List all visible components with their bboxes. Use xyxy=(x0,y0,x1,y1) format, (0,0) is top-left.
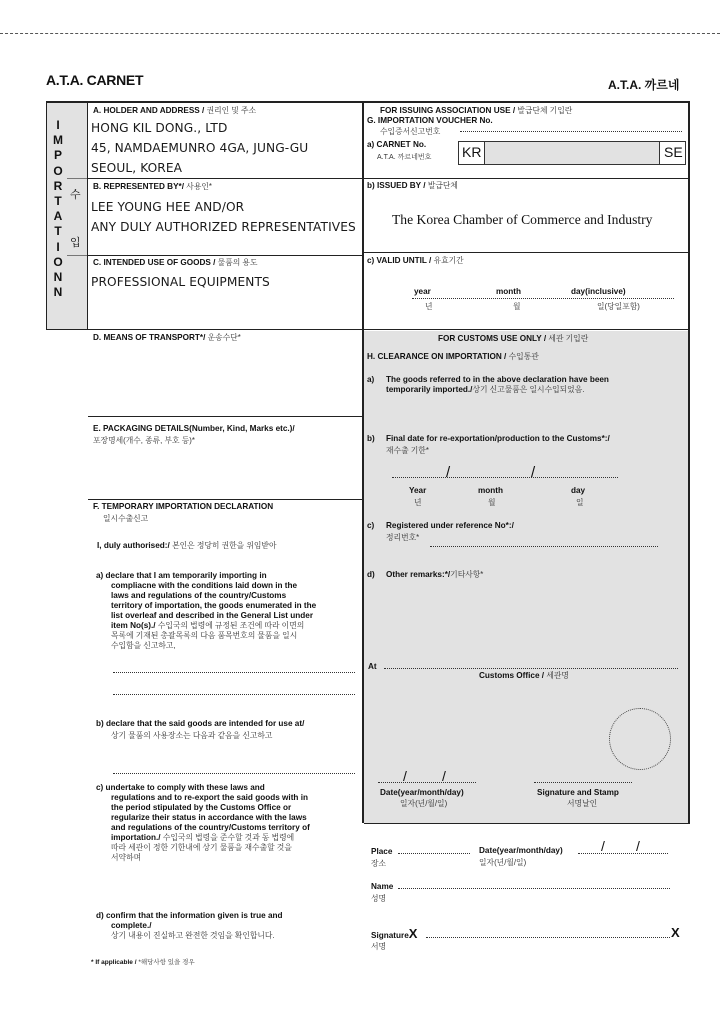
valid-year-kr: 년 xyxy=(425,302,433,311)
represented-others: ANY DULY AUTHORIZED REPRESENTATIVES xyxy=(91,220,356,234)
final-year: Year xyxy=(409,486,427,495)
represented-label: B. REPRESENTED BY*/ 사용인* xyxy=(93,182,212,191)
voucher-label: G. IMPORTATION VOUCHER No. xyxy=(367,116,493,125)
name-kr: 성명 xyxy=(371,894,387,903)
frame-right xyxy=(688,101,690,823)
carnet-no-label-kr: A.T.A. 까르네번호 xyxy=(377,154,432,161)
page-title-kr: A.T.A. 까르네 xyxy=(608,78,680,92)
declaration-b-kr: 상기 물품의 사용장소는 다음과 같음을 신고하고 xyxy=(111,731,273,740)
valid-until-label: c) VALID UNTIL / 유효기간 xyxy=(367,256,464,265)
declaration-intro: I, duly authorised:/ 본인은 정당히 권한을 위임받아 xyxy=(97,541,277,550)
valid-year: year xyxy=(414,287,431,296)
customs-b-kr: 재수출 기한* xyxy=(386,446,429,455)
final-day: day xyxy=(571,486,586,495)
customs-signature-label: Signature and Stamp xyxy=(537,788,619,797)
bottom-date-field[interactable] xyxy=(578,853,668,854)
bottom-date-kr: 일자(년/월/일) xyxy=(479,858,527,867)
at-label: At xyxy=(368,662,377,671)
customs-office-label: Customs Office / 세관명 xyxy=(479,671,569,680)
final-day-kr: 일 xyxy=(576,498,584,507)
holder-city: SEOUL, KOREA xyxy=(91,161,183,175)
customs-a: a) xyxy=(367,375,375,384)
name-label: Name xyxy=(371,882,394,891)
declaration-label-kr: 일시수출신고 xyxy=(103,514,149,523)
holder-label: A. HOLDER AND ADDRESS / 권리인 및 주소 xyxy=(93,106,257,115)
customs-c-text: Registered under reference No*:/ xyxy=(386,521,514,530)
carnet-no-field[interactable] xyxy=(484,142,660,164)
valid-month-kr: 월 xyxy=(513,302,521,311)
side-kr-2: 입 xyxy=(70,237,81,249)
signature-label: SignatureX xyxy=(371,926,418,941)
side-kr-1: 수 xyxy=(70,189,81,201)
final-year-kr: 년 xyxy=(414,498,422,507)
holder-name: HONG KIL DONG., LTD xyxy=(91,121,228,135)
customs-c: c) xyxy=(367,521,375,530)
carnet-no-label: a) CARNET No. xyxy=(367,140,427,149)
declaration-c-text: c) undertake to comply with these laws and regulations and to re-export the said goods with in the period stipulated by the Customs Office or regularize their status in accordance with the laws and regulations of the country/Customs territory of importation./ 수입국의 법령을 준수할 것과 동 법령에 따라 세관이 정한 기한내에 상기 물품을 재수출할 것을 서약하며 xyxy=(96,783,310,862)
name-field[interactable] xyxy=(398,888,670,889)
customs-title: FOR CUSTOMS USE ONLY / 세관 기입란 xyxy=(438,334,589,343)
customs-date-label: Date(year/month/day) xyxy=(380,788,464,797)
intended-value: PROFESSIONAL EQUIPMENTS xyxy=(91,275,270,289)
footnote: * If applicable / *해당사항 있을 경우 xyxy=(91,959,195,966)
holder-address: 45, NAMDAEMUNRO 4GA, JUNG-GU xyxy=(91,141,309,155)
valid-month: month xyxy=(496,287,522,296)
declaration-a-text: a) declare that I am temporarily importing in compliacne with the conditions laid down in the laws and regulations of the country/Customs territory of importation, the goods enumerated in the list overleaf and described in the General List under item No(s)./ 수입국의 법령에 규정된 조건에 따라 이면의 목록에 기재된 총괄목록의 다음 품목번호의 물품을 일시 수입함을 신고하고, xyxy=(96,571,317,650)
transport-label: D. MEANS OF TRANSPORT*/ 운송수단* xyxy=(93,333,241,342)
declaration-label: F. TEMPORARY IMPORTATION DECLARATION xyxy=(93,502,274,511)
place-label: Place xyxy=(371,847,393,856)
issued-by-label: b) ISSUED BY / 발급단체 xyxy=(367,181,458,190)
packaging-label: E. PACKAGING DETAILS(Number, Kind, Marks etc.)/ xyxy=(93,424,295,433)
intended-label: C. INTENDED USE OF GOODS / 물품의 용도 xyxy=(93,258,258,267)
cut-line xyxy=(0,33,720,34)
voucher-label-kr: 수입증서신고번호 xyxy=(380,127,441,136)
customs-b-text: Final date for re-exportation/production to the Customs*:/ xyxy=(386,434,610,443)
packaging-label-kr: 포장명세(개수, 종류, 부호 등)* xyxy=(93,436,195,445)
signature-kr: 서명 xyxy=(371,942,387,951)
declaration-b-text: b) declare that the said goods are intended for use at/ xyxy=(96,719,305,728)
valid-day-kr: 일(당일포함) xyxy=(597,302,640,311)
final-month-kr: 월 xyxy=(488,498,496,507)
issuing-title: FOR ISSUING ASSOCIATION USE / 발급단체 기입란 xyxy=(380,106,573,115)
bottom-date-label: Date(year/month/day) xyxy=(479,846,563,855)
carnet-no-se-code: SE xyxy=(664,144,683,160)
signature-field[interactable] xyxy=(426,937,670,938)
side-letters: I M P O R T A T I O N N xyxy=(53,118,63,300)
represented-name: LEE YOUNG HEE AND/OR xyxy=(91,200,245,214)
declaration-d-text: d) confirm that the information given is true and complete./ 상기 내용이 진실하고 완전한 것임을 확인합니다. xyxy=(96,911,283,940)
carnet-no-kr-code: KR xyxy=(462,144,482,160)
final-month: month xyxy=(478,486,504,495)
place-kr: 장소 xyxy=(371,859,387,868)
customs-c-kr: 정리번호* xyxy=(386,533,420,542)
valid-day: day(inclusive) xyxy=(571,287,626,296)
frame-top xyxy=(46,101,689,103)
place-field[interactable] xyxy=(398,853,470,854)
stamp-circle xyxy=(609,708,671,770)
issuer-name: The Korea Chamber of Commerce and Industry xyxy=(392,212,653,227)
customs-d: d) xyxy=(367,570,375,579)
clearance-label: H. CLEARANCE ON IMPORTATION / 수입통관 xyxy=(367,352,539,361)
customs-d-text: Other remarks:*/기타사항* xyxy=(386,570,484,579)
customs-a-text: The goods referred to in the above declaration have been temporarily imported./상기 신고물품은 일시수입되었음. xyxy=(386,375,609,394)
customs-date-kr: 일자(년/월/일) xyxy=(400,799,448,808)
signature-x-mark: X xyxy=(671,925,680,940)
page-title: A.T.A. CARNET xyxy=(46,72,144,88)
customs-b: b) xyxy=(367,434,375,443)
customs-signature-kr: 서명날인 xyxy=(567,799,598,808)
